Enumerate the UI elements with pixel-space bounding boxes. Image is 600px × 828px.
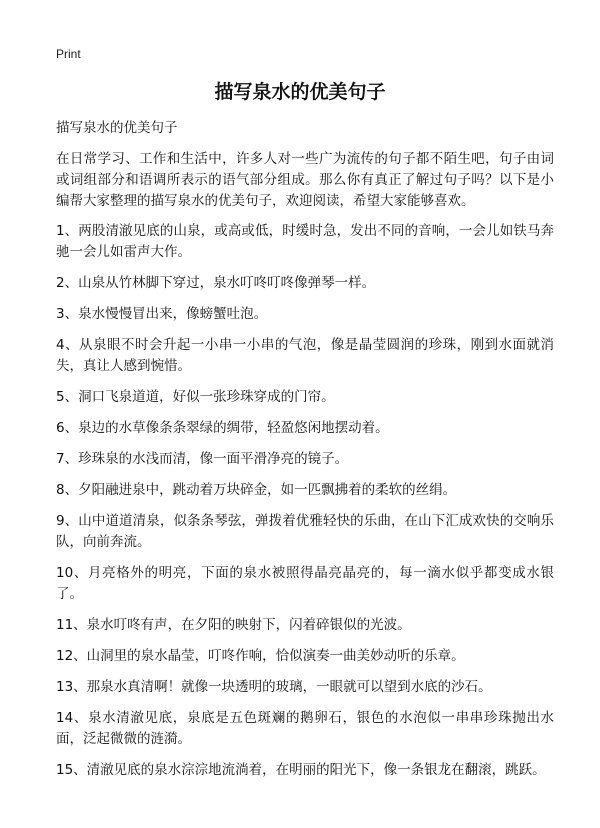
- sentence-item: 4、从泉眼不时会升起一小串一小串的气泡，像是晶莹圆润的珍珠，刚到水面就消失，真让人感到惋惜。: [56, 337, 554, 374]
- sentence-item: 13、那泉水真清啊！就像一块透明的玻璃，一眼就可以望到水底的沙石。: [56, 679, 492, 695]
- sentence-item: 12、山洞里的泉水晶莹，叮咚作响，恰似演奏一曲美妙动听的乐章。: [56, 648, 465, 664]
- sentence-item: 10、月亮格外的明亮，下面的泉水被照得晶亮晶亮的，每一滴水似乎都变成水银了。: [56, 565, 554, 602]
- sentence-item: 5、洞口飞泉道道，好似一张珍珠穿成的门帘。: [56, 389, 335, 405]
- sentence-item: 11、泉水叮咚有声，在夕阳的映射下，闪着碎银似的光波。: [56, 617, 411, 633]
- sentence-item: 14、泉水清澈见底，泉底是五色斑斓的鹅卵石，银色的水泡似一串串珍珠抛出水面，泛起微微的涟漪。: [56, 710, 554, 747]
- document-subtitle: 描写泉水的优美句子: [56, 120, 178, 136]
- sentence-item: 1、两股清澈见底的山泉，或高或低，时缓时急，发出不同的音响，一会儿如铁马奔驰一会儿如雷声大作。: [56, 223, 554, 260]
- document-title: 描写泉水的优美句子: [214, 81, 386, 103]
- sentence-item: 2、山泉从竹林脚下穿过，泉水叮咚叮咚像弹琴一样。: [56, 275, 376, 291]
- print-link[interactable]: Print: [56, 47, 81, 61]
- sentence-item: 15、清澈见底的泉水淙淙地流淌着，在明丽的阳光下，像一条银龙在翻滚，跳跃。: [56, 762, 546, 778]
- sentence-item: 8、夕阳融进泉中，跳动着万块碎金，如一匹飘拂着的柔软的丝绢。: [56, 482, 457, 498]
- sentence-item: 9、山中道道清泉，似条条琴弦，弹拨着优雅轻快的乐曲，在山下汇成欢快的交响乐队，向前奔流。: [56, 513, 554, 550]
- document-body: [56, 149, 554, 791]
- sentence-item: 3、泉水慢慢冒出来，像螃蟹吐泡。: [56, 306, 268, 322]
- sentence-item: 7、珍珠泉的水浅而清，像一面平滑净亮的镜子。: [56, 451, 349, 467]
- intro-paragraph: 在日常学习、工作和生活中，许多人对一些广为流传的句子都不陌生吧，句子由词或词组部分和语调所表示的语气部分组成。那么你有真正了解过句子吗？以下是小编帮大家整理的描写泉水的优美句子，欢迎阅读，希望大家能够喜欢。: [56, 151, 554, 209]
- sentence-item: 6、泉边的水草像条条翠绿的绸带，轻盈悠闲地摆动着。: [56, 420, 389, 436]
